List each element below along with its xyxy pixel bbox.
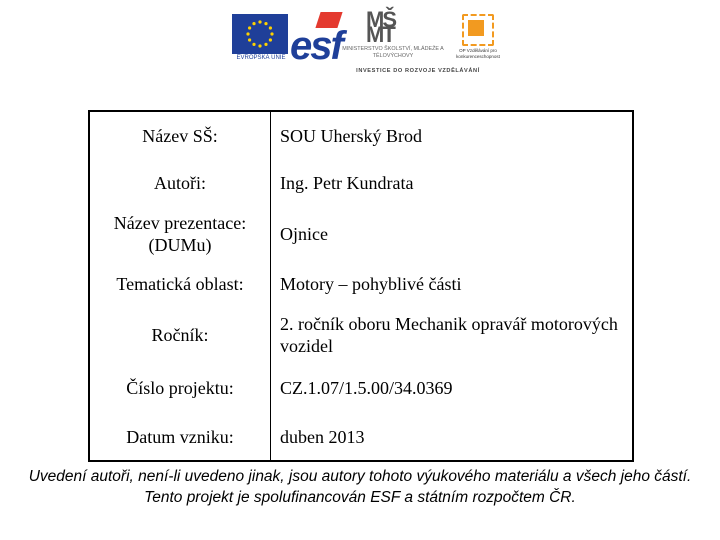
esf-logo	[290, 12, 340, 68]
msmt-logo	[340, 7, 444, 68]
row-label: Ročník:	[89, 307, 271, 363]
row-value: duben 2013	[280, 426, 365, 447]
msmt-text: MINISTERSTVO ŠKOLSTVÍ, MLÁDEŽE A TĚLOVÝCHOVY	[342, 46, 444, 59]
row-label: Název SŠ:	[89, 111, 271, 159]
table-row	[89, 363, 633, 413]
op-square-icon	[468, 20, 484, 36]
row-value: Ing. Petr Kundrata	[280, 172, 414, 193]
row-value: SOU Uherský Brod	[280, 125, 422, 146]
row-value: Motory – pohyblivé části	[280, 274, 462, 294]
table-row	[89, 206, 633, 261]
investment-tagline: INVESTICE DO ROZVOJE VZDĚLÁVÁNÍ	[356, 68, 480, 74]
msmt-mark: MŠ MT	[366, 7, 395, 47]
op-logo	[450, 14, 506, 68]
table-row	[89, 261, 633, 307]
row-value: CZ.1.07/1.5.00/34.0369	[280, 378, 453, 398]
row-value: Ojnice	[280, 223, 328, 244]
row-value: 2. ročník oboru Mechanik opravář motorových vozidel	[280, 314, 618, 356]
table-row	[89, 413, 633, 461]
eu-flag-icon	[232, 14, 288, 54]
table-row	[89, 307, 633, 363]
row-label: Tematická oblast:	[89, 261, 271, 307]
esf-text: esf	[290, 24, 342, 68]
info-table	[88, 110, 634, 462]
footer-note: Uvedení autoři, není-li uvedeno jinak, jsou autory tohoto výukového materiálu a všech jeho částí. Tento projekt je spolufinancován ESF a státním rozpočtem ČR.	[28, 468, 692, 506]
row-label: Datum vzniku:	[89, 413, 271, 461]
row-label: Název prezentace: (DUMu)	[89, 206, 271, 261]
header-logos	[228, 7, 508, 84]
table-row	[89, 111, 633, 159]
eu-label: EVROPSKÁ UNIE	[236, 55, 286, 61]
table-row	[89, 159, 633, 206]
op-text: OP Vzdělávání pro konkurenceschopnost	[456, 48, 500, 59]
row-label: Autoři:	[89, 159, 271, 206]
row-label: Číslo projektu:	[89, 363, 271, 413]
